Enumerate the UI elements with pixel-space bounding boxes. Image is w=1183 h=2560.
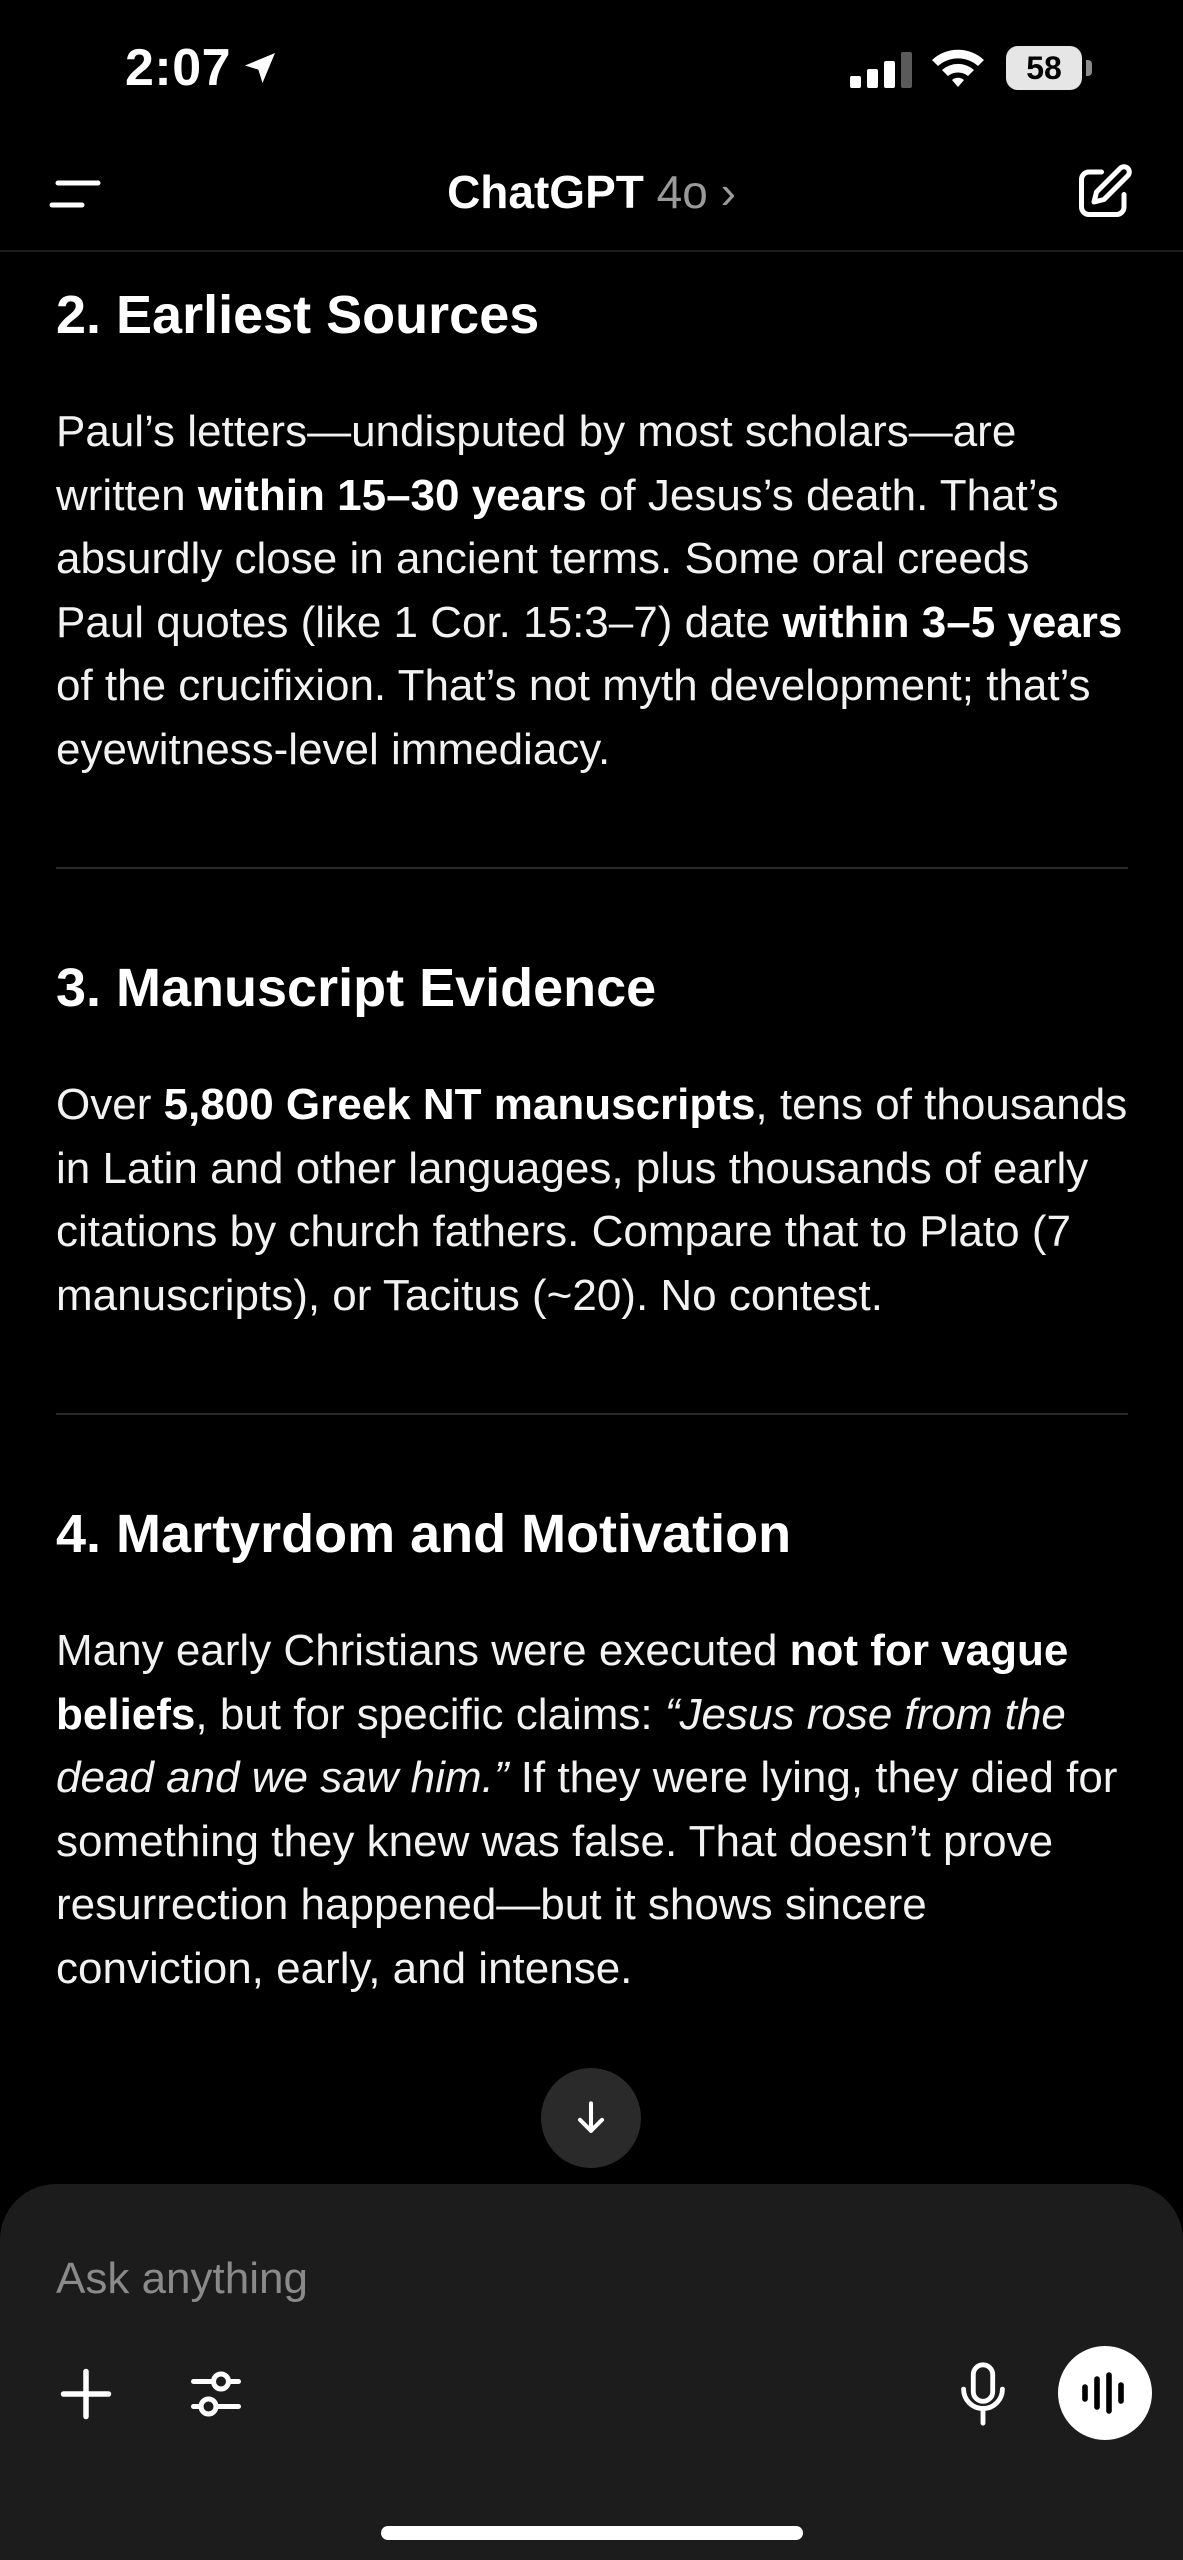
- section-manuscript-evidence: [56, 953, 1128, 1327]
- section-divider: [56, 867, 1128, 869]
- section-body: Many early Christians were executed not for vague beliefs, but for specific claims: “Jesus rose from the dead and we saw him.” If they were lying, they died for something they knew was false. That doesn’t prove resurrection happened—but it shows sincere conviction, early, and intense.: [56, 1626, 1118, 1993]
- home-indicator: [381, 2526, 803, 2540]
- cellular-signal-icon: [850, 52, 914, 93]
- section-body: Paul’s letters—undisputed by most scholars—are written within 15–30 years of Jesus’s death. That’s absurdly close in ancient terms. Some oral creeds Paul quotes (like 1 Cor. 15:3–7) date within 3–5 years of the crucifixion. That’s not myth development; that’s eyewitness-level immediacy.: [56, 407, 1123, 774]
- new-chat-icon[interactable]: [1074, 162, 1134, 227]
- plus-icon[interactable]: [56, 2364, 116, 2424]
- wifi-icon: [930, 46, 986, 93]
- status-time: 2:07: [125, 39, 232, 97]
- composer: [0, 2184, 1183, 2560]
- section-divider: [56, 1413, 1128, 1415]
- nav-bar: [0, 140, 1183, 252]
- message-input[interactable]: [56, 2244, 1056, 2314]
- arrow-down-icon: [569, 2096, 613, 2140]
- section-heading: 2. Earliest Sources: [56, 285, 540, 345]
- chevron-right-icon: ›: [720, 166, 736, 218]
- microphone-icon[interactable]: [953, 2360, 1013, 2428]
- app-title: ChatGPT: [447, 166, 644, 218]
- battery-tip-icon: [1086, 60, 1092, 76]
- section-heading: 4. Martyrdom and Motivation: [56, 1504, 792, 1564]
- section-heading: 3. Manuscript Evidence: [56, 958, 657, 1018]
- scroll-to-bottom-button[interactable]: [541, 2068, 641, 2168]
- sliders-icon[interactable]: [186, 2364, 246, 2424]
- section-body: Over 5,800 Greek NT manuscripts, tens of thousands in Latin and other languages, plus thousands of early citations by church fathers. Compare that to Plato (7 manuscripts), or Tacitus (~20). No contest.: [56, 1080, 1128, 1320]
- model-name: 4o: [656, 166, 708, 218]
- section-earliest-sources: [56, 280, 1128, 781]
- assistant-message: [56, 250, 1128, 2130]
- model-selector[interactable]: [0, 165, 1183, 219]
- location-arrow-icon: [240, 48, 280, 93]
- section-martyrdom: [56, 1499, 1128, 2000]
- battery-level: 58: [1006, 46, 1082, 90]
- voice-mode-icon: [1079, 2371, 1131, 2415]
- status-bar: [0, 0, 1183, 140]
- voice-mode-button[interactable]: [1058, 2346, 1152, 2440]
